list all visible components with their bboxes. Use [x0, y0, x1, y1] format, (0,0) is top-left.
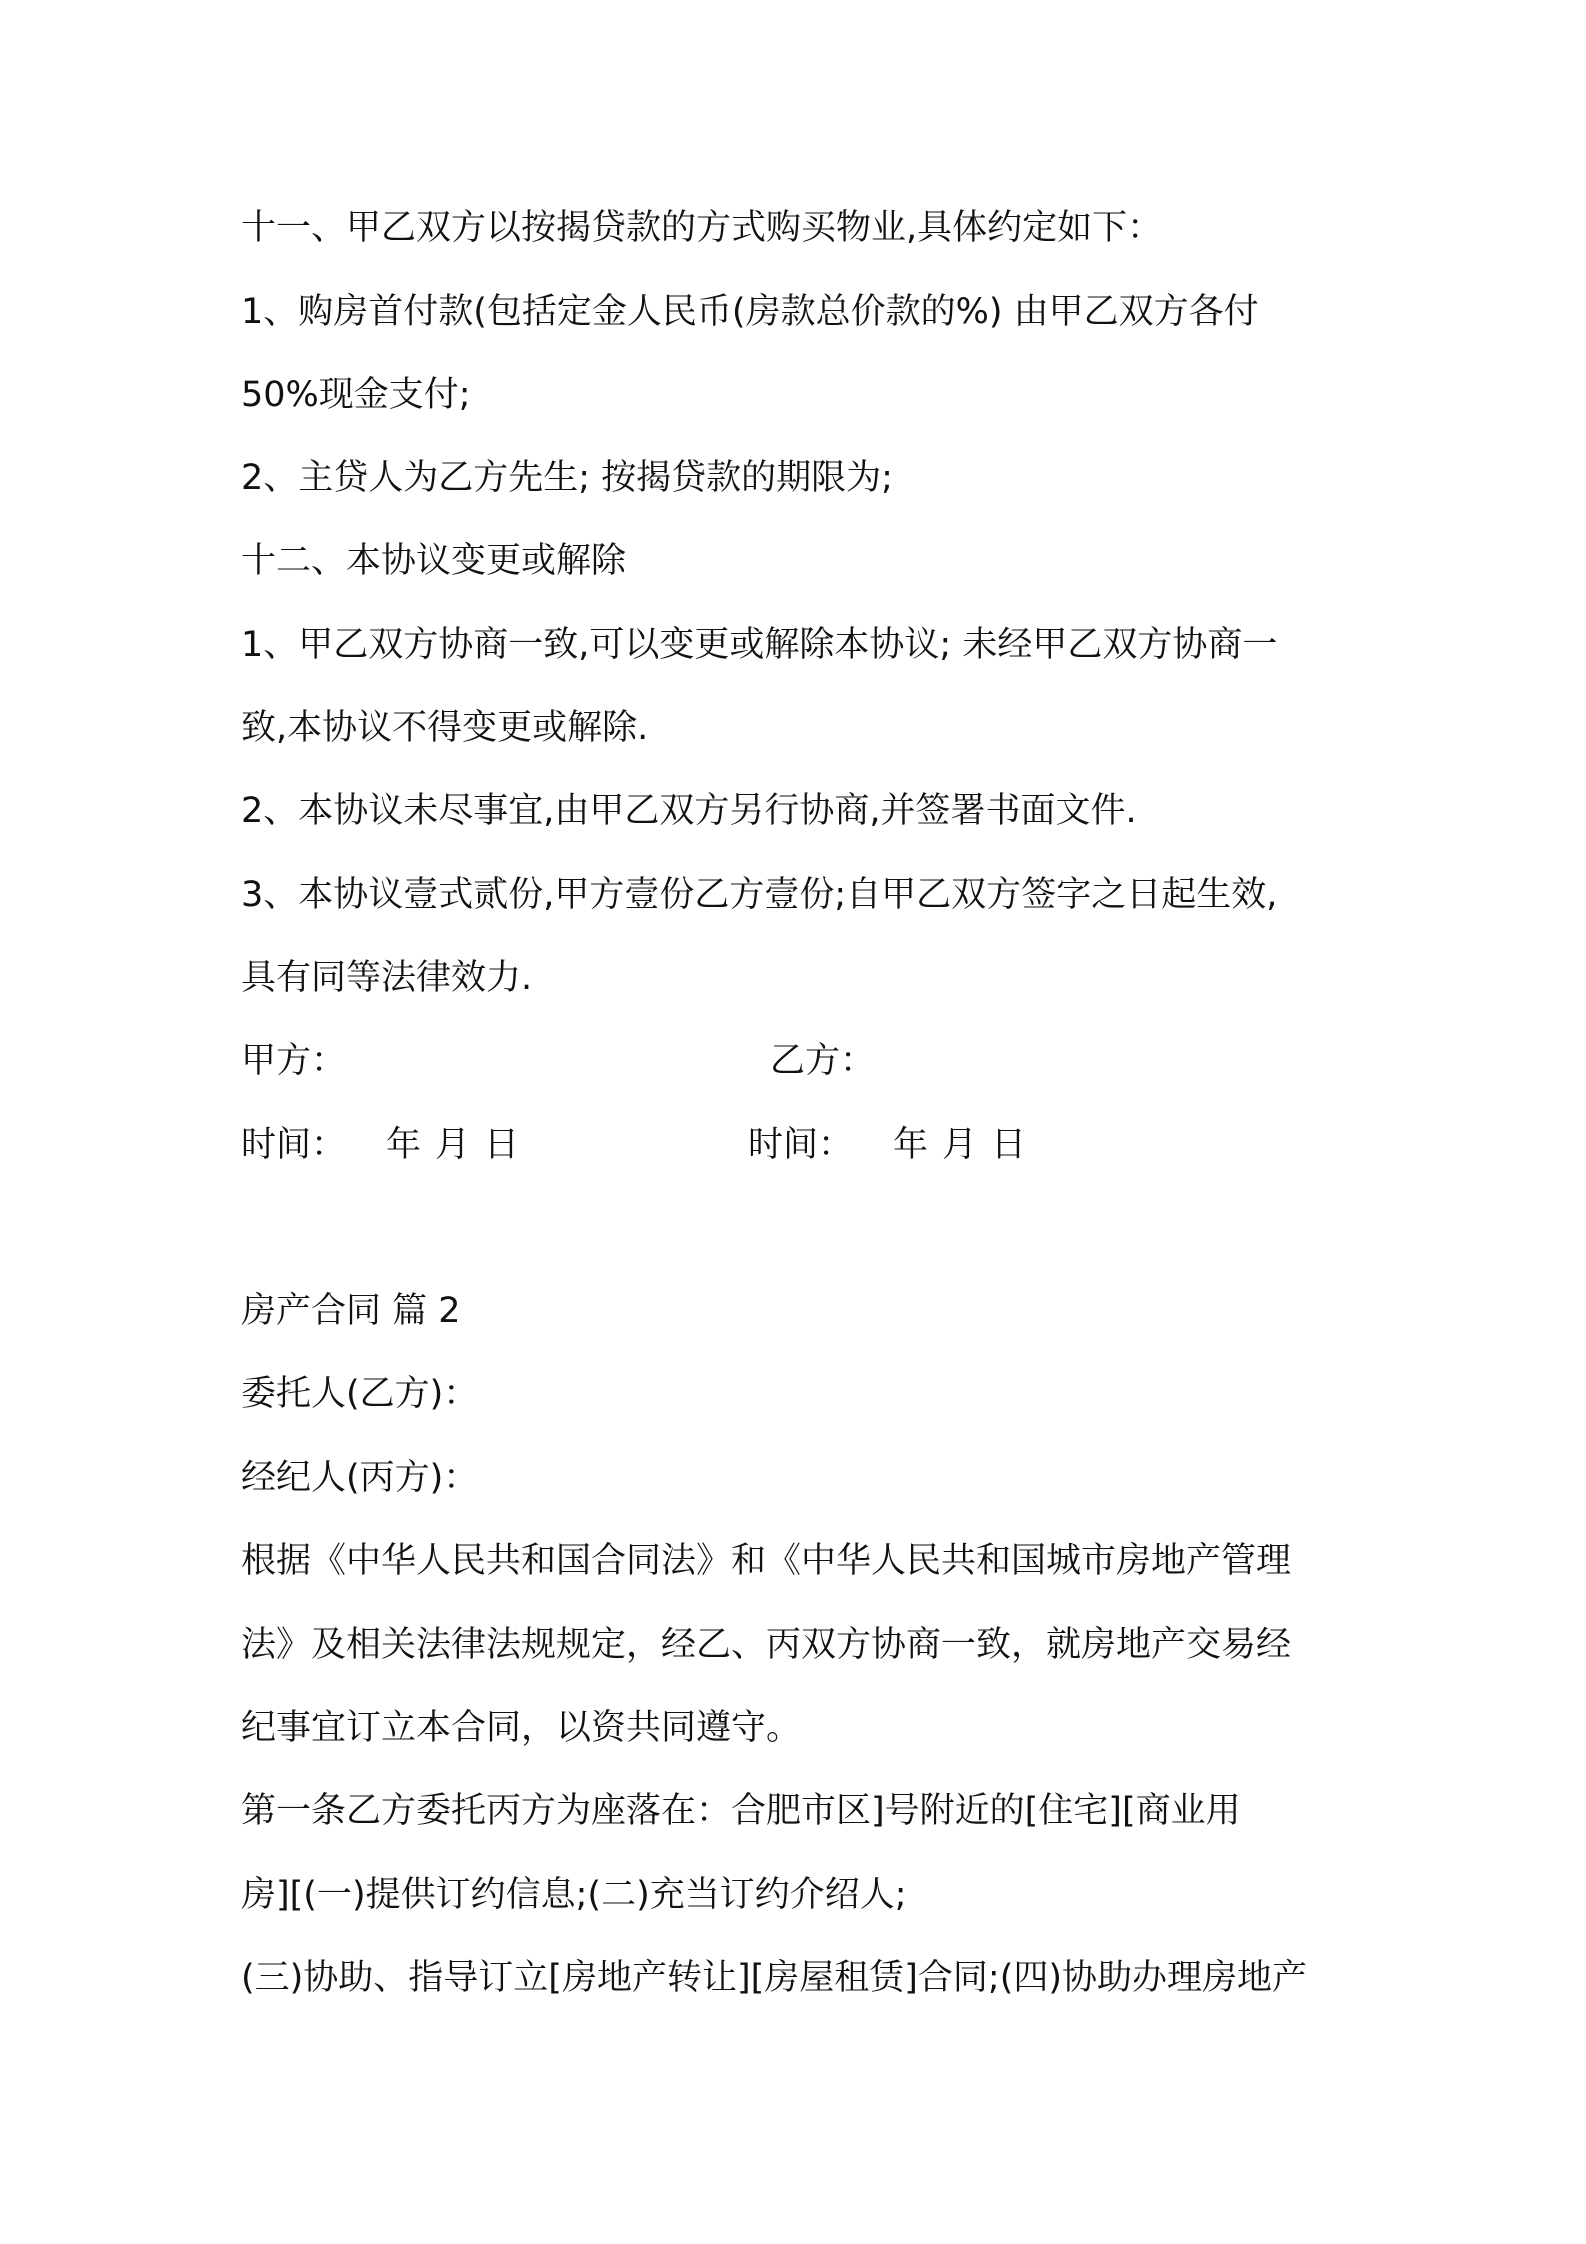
article-1-line-1: 第一条乙方委托丙方为座落在：合肥市区]号附近的[住宅][商业用 [241, 1791, 1241, 1831]
client-party-label: 委托人(乙方)： [241, 1374, 479, 1414]
section-12-item-3-line-2: 具有同等法律效力. [241, 958, 533, 998]
month-label: 月 [435, 1125, 471, 1165]
day-label: 日 [991, 1125, 1027, 1165]
contract-2-title: 房产合同 篇 2 [241, 1291, 461, 1331]
article-1-line-3: (三)协助、指导订立[房地产转让][房屋租赁]合同;(四)协助办理房地产 [241, 1958, 1308, 1998]
section-12-item-1-line-1: 1、甲乙双方协商一致,可以变更或解除本协议; 未经甲乙双方协商一 [241, 625, 1278, 665]
year-label: 年 [386, 1125, 422, 1165]
section-12-item-3-line-1: 3、本协议壹式贰份,甲方壹份乙方壹份;自甲乙双方签字之日起生效, [241, 875, 1278, 915]
preamble-line-3: 纪事宜订立本合同，以资共同遵守。 [241, 1708, 802, 1748]
section-11-heading: 十一、甲乙双方以按揭贷款的方式购买物业,具体约定如下： [241, 208, 1163, 248]
section-12-heading: 十二、本协议变更或解除 [241, 541, 627, 581]
day-label: 日 [484, 1125, 520, 1165]
section-11-item-1-line-2: 50%现金支付; [241, 375, 471, 415]
party-b-date-row [748, 1123, 1026, 1167]
article-1-line-2: 房][(一)提供订约信息;(二)充当订约介绍人; [241, 1875, 907, 1915]
preamble-line-2: 法》及相关法律法规规定，经乙、丙双方协商一致，就房地产交易经 [241, 1625, 1292, 1665]
broker-party-label: 经纪人(丙方)： [241, 1458, 479, 1498]
preamble-line-1: 根据《中华人民共和国合同法》和《中华人民共和国城市房地产管理 [241, 1541, 1292, 1581]
year-label: 年 [893, 1125, 929, 1165]
section-11-item-1-line-1: 1、购房首付款(包括定金人民币(房款总价款的%) 由甲乙双方各付 [241, 292, 1259, 332]
section-12-item-2: 2、本协议未尽事宜,由甲乙双方另行协商,并签署书面文件. [241, 791, 1137, 831]
party-a-date-row [241, 1123, 519, 1167]
time-label: 时间： [241, 1125, 347, 1165]
party-a-signature-label: 甲方： [241, 1041, 347, 1081]
time-label: 时间： [748, 1125, 854, 1165]
party-b-signature-label: 乙方： [770, 1041, 876, 1081]
section-11-item-2: 2、主贷人为乙方先生; 按揭贷款的期限为; [241, 458, 893, 498]
section-12-item-1-line-2: 致,本协议不得变更或解除. [241, 708, 649, 748]
month-label: 月 [942, 1125, 978, 1165]
